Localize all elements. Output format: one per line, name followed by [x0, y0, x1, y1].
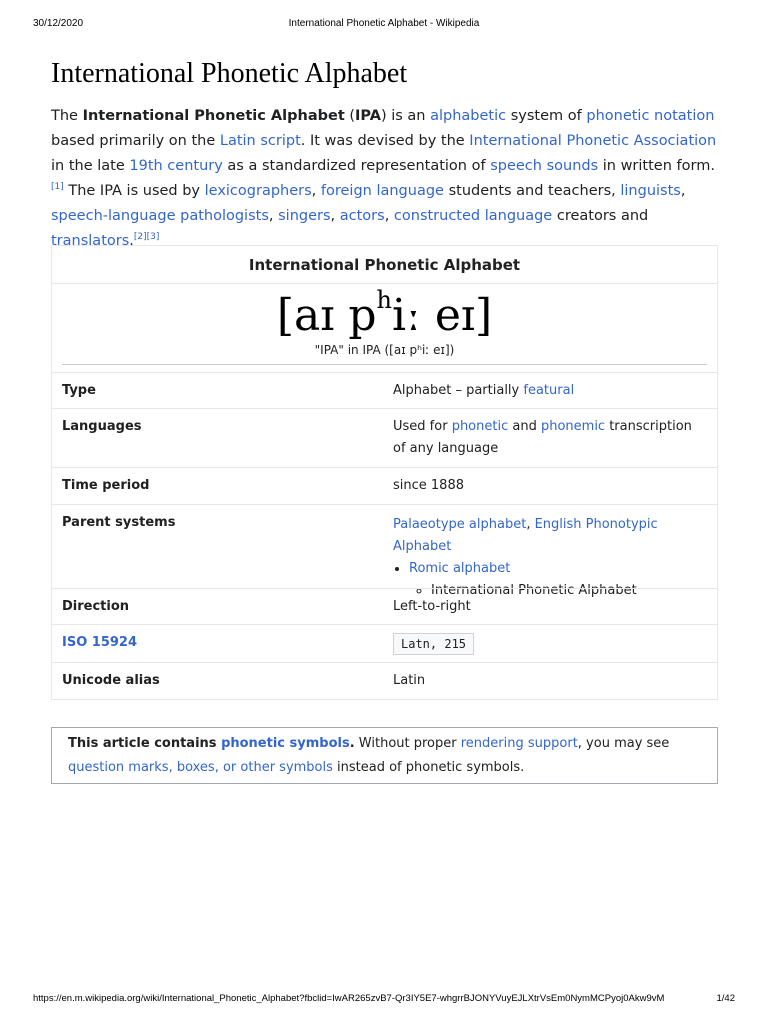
row-value: since 1888: [393, 478, 464, 493]
row-label: Parent systems: [62, 515, 176, 530]
row-value: Alphabet – partially featural: [393, 383, 575, 398]
divider: [62, 364, 707, 365]
link-iso-15924[interactable]: ISO 15924: [62, 635, 138, 650]
infobox-row-direction: [51, 588, 718, 625]
print-header: [0, 18, 768, 32]
link-foreign-language[interactable]: foreign language: [320, 183, 444, 199]
link-latin-script[interactable]: Latin script: [219, 133, 301, 149]
link-actors[interactable]: actors: [339, 208, 385, 224]
link-question-marks[interactable]: question marks, boxes, or other symbols: [68, 760, 333, 775]
link-phonemic[interactable]: phonemic: [540, 419, 606, 434]
link-featural[interactable]: featural: [523, 383, 575, 398]
iso-code: Latn, 215: [393, 633, 474, 655]
link-phonetic-symbols[interactable]: phonetic symbols: [221, 736, 350, 751]
link-english-phonotypic-alphabet[interactable]: English Phonotypic Alphabet: [393, 517, 658, 554]
infobox-row-languages: [51, 408, 718, 468]
infobox-row-parent-systems: [51, 504, 718, 598]
intro-paragraph: The International Phonetic Alphabet (IPA) is an alphabetic system of phonetic notation based primarily on the Latin script. It was devised by the International Phonetic Association in the late 19th century as a standardized representation of speech sounds in written form.[1] The IPA is used by lexicographers, foreign language students and teachers, linguists, speech-language pathologists, singers, actors, constructed language creators and translators.[2][3]: [51, 108, 717, 249]
row-label: Type: [62, 383, 96, 398]
infobox-caption: "IPA" in IPA ([aɪ pʰiː eɪ]): [314, 343, 455, 357]
link-phonetic-notation[interactable]: phonetic notation: [586, 108, 715, 124]
link-rendering-support[interactable]: rendering support: [460, 736, 578, 751]
row-value: Palaeotype alphabet, English Phonotypic Alphabet • Romic alphabet ◦ International Phonetic Alphabet: [393, 514, 705, 602]
infobox-row-iso: [51, 624, 718, 663]
infobox-row-type: [51, 372, 718, 409]
link-palaeotype-alphabet[interactable]: Palaeotype alphabet: [393, 517, 527, 532]
row-value: [393, 633, 705, 656]
infobox-row-unicode-alias: [51, 662, 718, 699]
ref-2[interactable]: [2]: [133, 232, 147, 242]
link-speech-language-pathologists[interactable]: speech-language pathologists: [51, 208, 269, 224]
link-translators[interactable]: translators: [51, 233, 130, 249]
print-window-title: International Phonetic Alphabet - Wikipedia: [288, 18, 480, 29]
notice-text: This article contains phonetic symbols. Without proper rendering support, you may see question marks, boxes, or other symbols instead of phonetic symbols.: [68, 736, 670, 775]
list-item: ◦ International Phonetic Alphabet: [431, 580, 705, 602]
page-title: International Phonetic Alphabet: [51, 58, 408, 89]
row-label: Time period: [62, 478, 150, 493]
print-url: https://en.m.wikipedia.org/wiki/International_Phonetic_Alphabet?fbclid=IwAR265zvB7-Qr3IY5E7-whgrrBJONYVuyEJLXtrVsEm0NymMCPyoj0Akw9vM: [33, 993, 665, 1004]
row-label: Languages: [62, 419, 142, 434]
row-label: Direction: [62, 599, 130, 614]
infobox-title: International Phonetic Alphabet: [51, 245, 718, 284]
link-linguists[interactable]: linguists: [620, 183, 681, 199]
ref-1[interactable]: [1]: [51, 182, 64, 192]
link-speech-sounds[interactable]: speech sounds: [490, 158, 599, 174]
infobox-row-time-period: [51, 467, 718, 505]
ref-3[interactable]: [3]: [146, 232, 160, 242]
row-value: Left-to-right: [393, 599, 471, 614]
link-19th-century[interactable]: 19th century: [129, 158, 223, 174]
link-lexicographers[interactable]: lexicographers: [204, 183, 312, 199]
link-alphabetic[interactable]: alphabetic: [430, 108, 507, 124]
link-romic-alphabet[interactable]: Romic alphabet: [409, 561, 511, 576]
row-value: Used for phonetic and phonemic transcription of any language: [393, 419, 692, 456]
phonetic-symbols-notice: [51, 727, 718, 784]
row-value: Latin: [393, 673, 426, 688]
link-singers[interactable]: singers: [278, 208, 331, 224]
page-number: 1/42: [716, 993, 735, 1004]
link-phonetic[interactable]: phonetic: [451, 419, 509, 434]
link-constructed-language[interactable]: constructed language: [393, 208, 553, 224]
link-ipa-association[interactable]: International Phonetic Association: [469, 133, 717, 149]
infobox-ipa-transcription: [aɪ $p^hiː$ eɪ]: [276, 286, 493, 341]
print-date: 30/12/2020: [33, 18, 84, 29]
row-label: Unicode alias: [62, 673, 160, 688]
